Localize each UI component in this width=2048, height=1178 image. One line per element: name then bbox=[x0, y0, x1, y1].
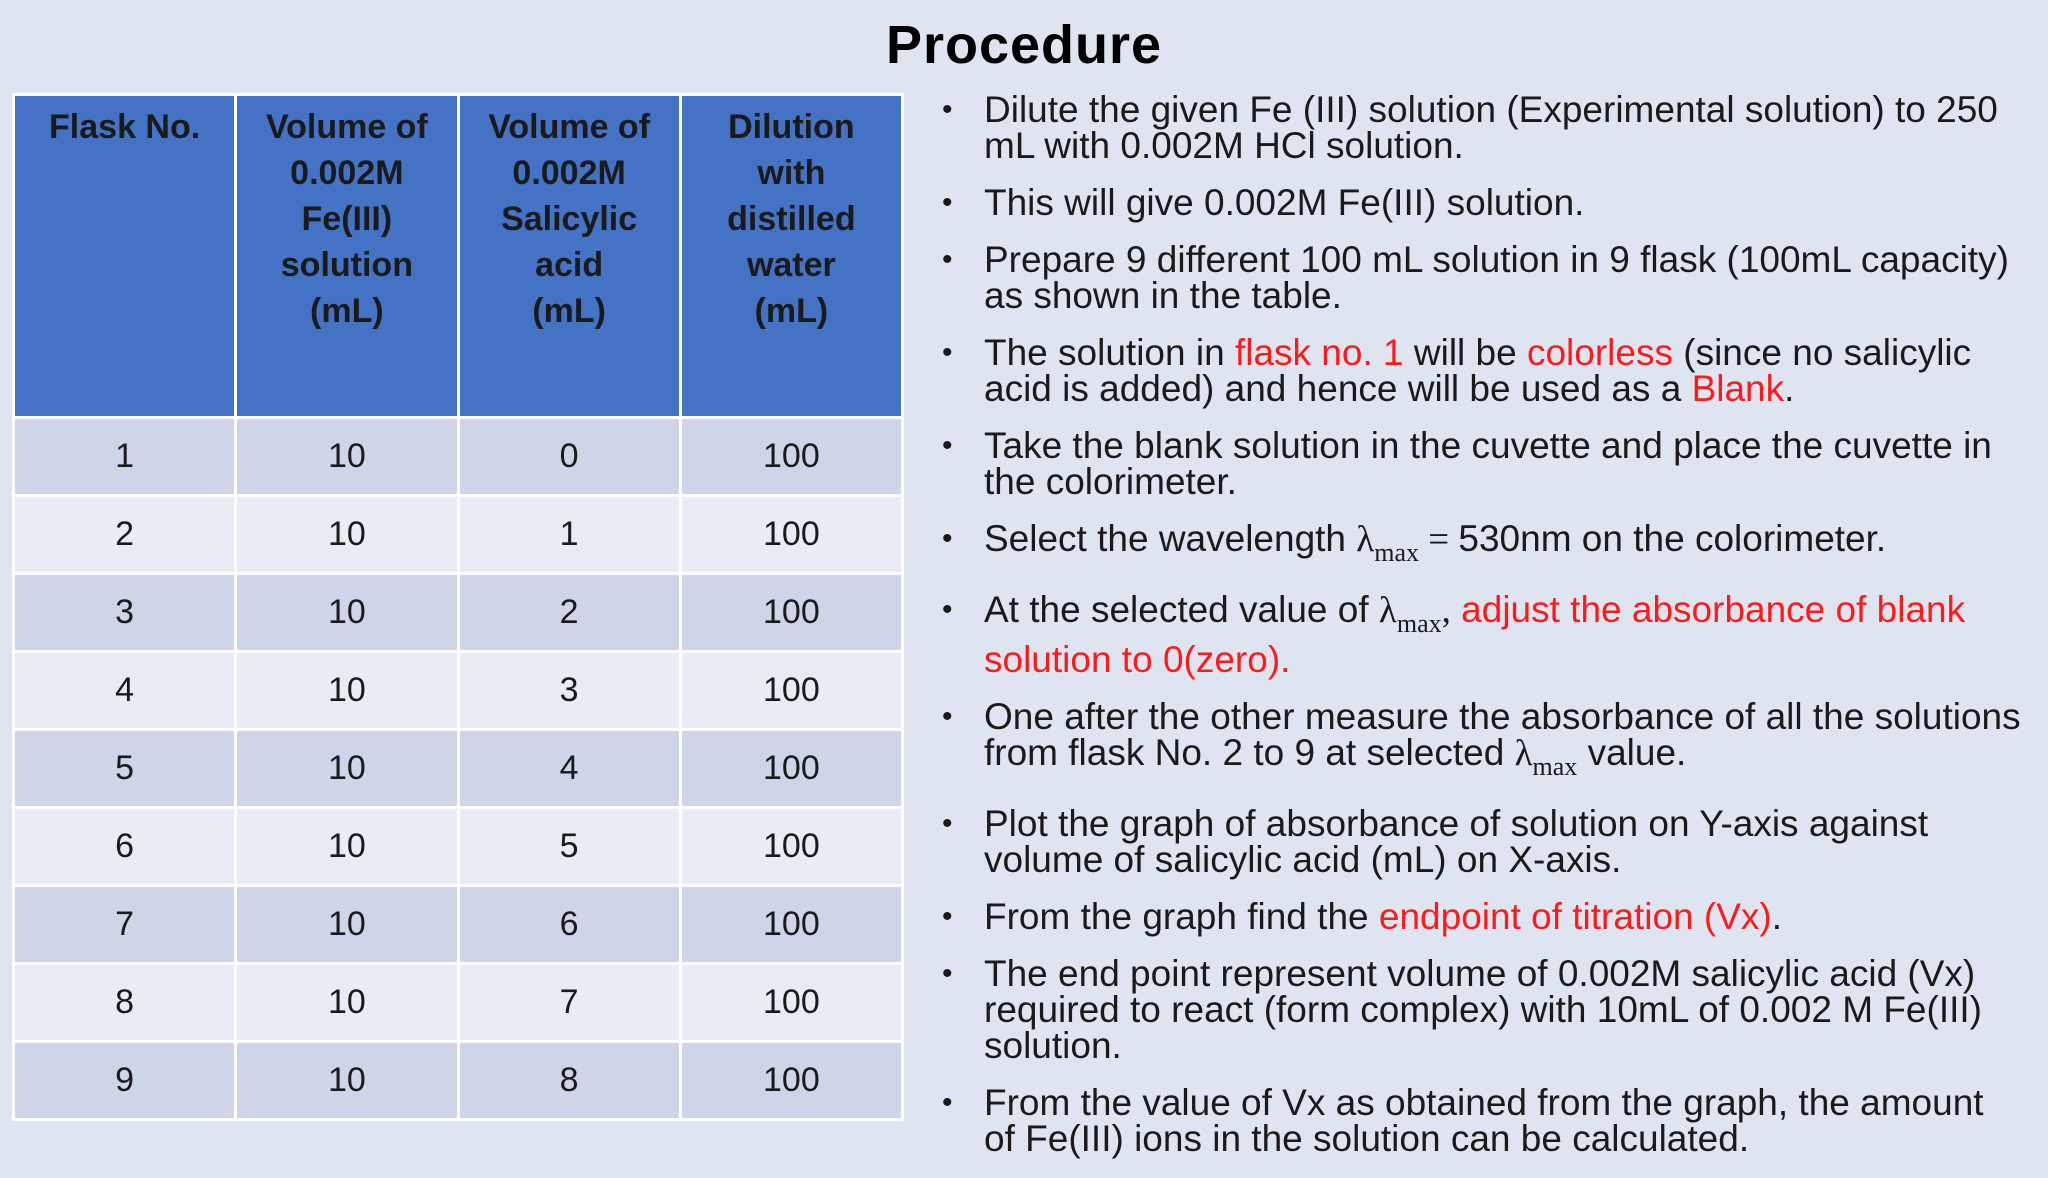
highlight-colorless: colorless bbox=[1526, 332, 1673, 373]
table-cell: 100 bbox=[680, 418, 902, 496]
table-row bbox=[14, 886, 903, 964]
table-cell: 1 bbox=[14, 418, 236, 496]
table-row bbox=[14, 1042, 903, 1120]
table-cell: 8 bbox=[14, 964, 236, 1042]
table-cell: 2 bbox=[14, 496, 236, 574]
table-cell: 10 bbox=[236, 652, 458, 730]
table-cell: 10 bbox=[236, 496, 458, 574]
table-cell: 10 bbox=[236, 418, 458, 496]
table-cell: 3 bbox=[14, 574, 236, 652]
table-cell: 1 bbox=[458, 496, 680, 574]
lambda-symbol: λ bbox=[1378, 590, 1397, 631]
table-cell: 100 bbox=[680, 964, 902, 1042]
procedure-step: • Select the wavelength $\lambda_{max} = 530nm$ on the colorimeter. bbox=[942, 521, 2022, 571]
header-fe-volume: Volume of 0.002M Fe(III) solution (mL) bbox=[236, 95, 458, 418]
table-cell: 2 bbox=[458, 574, 680, 652]
table-cell: 10 bbox=[236, 808, 458, 886]
highlight-adjust-absorbance: adjust the absorbance of blank solution to 0(zero). bbox=[984, 589, 1966, 680]
table-row bbox=[14, 574, 903, 652]
table-cell: 3 bbox=[458, 652, 680, 730]
procedure-step: • Dilute the given Fe (III) solution (Experimental solution) to 250 mL with 0.002M HCl solution. bbox=[942, 92, 2022, 164]
table-cell: 100 bbox=[680, 496, 902, 574]
procedure-step: • From the value of Vx as obtained from the graph, the amount of Fe(III) ions in the solution can be calculated. bbox=[942, 1085, 2022, 1157]
procedure-step: • Prepare 9 different 100 mL solution in 9 flask (100mL capacity) as shown in the table. bbox=[942, 242, 2022, 314]
table-cell: 100 bbox=[680, 730, 902, 808]
table-cell: 10 bbox=[236, 964, 458, 1042]
procedure-step: • The end point represent volume of 0.002M salicylic acid (Vx) required to react (form complex) with 10mL of 0.002 M Fe(III) solution. bbox=[942, 956, 2022, 1064]
table-cell: 5 bbox=[14, 730, 236, 808]
table-row bbox=[14, 808, 903, 886]
table-cell: 100 bbox=[680, 808, 902, 886]
table-row bbox=[14, 730, 903, 808]
header-dilution: Dilution with distilled water (mL) bbox=[680, 95, 902, 418]
lambda-subscript: max bbox=[1532, 752, 1578, 781]
table-cell: 100 bbox=[680, 574, 902, 652]
procedure-step: • The solution in flask no. 1 will be colorless (since no salicylic acid is added) and hence will be used as a Blank. bbox=[942, 335, 2022, 407]
lambda-symbol: λ bbox=[1356, 519, 1375, 560]
table-cell: 9 bbox=[14, 1042, 236, 1120]
lambda-subscript: max bbox=[1396, 609, 1442, 638]
table-row bbox=[14, 418, 903, 496]
highlight-endpoint: endpoint of titration (Vx) bbox=[1378, 896, 1772, 937]
table-cell: 4 bbox=[458, 730, 680, 808]
table-cell: 100 bbox=[680, 652, 902, 730]
highlight-blank: Blank bbox=[1691, 368, 1785, 409]
table-cell: 6 bbox=[458, 886, 680, 964]
procedure-step: • Plot the graph of absorbance of solution on Y-axis against volume of salicylic acid (mL) on X-axis. bbox=[942, 806, 2022, 878]
header-salicylic-volume: Volume of 0.002M Salicylic acid (mL) bbox=[458, 95, 680, 418]
lambda-subscript: max bbox=[1374, 538, 1420, 567]
procedure-list bbox=[942, 89, 2022, 1178]
table-cell: 0 bbox=[458, 418, 680, 496]
lambda-symbol: λ bbox=[1514, 733, 1533, 774]
procedure-step: • At the selected value of $\lambda_{max}$, adjust the absorbance of blank solution to 0(zero). bbox=[942, 592, 2022, 678]
header-flask-no: Flask No. bbox=[14, 95, 236, 418]
table-row bbox=[14, 964, 903, 1042]
table-cell: 7 bbox=[458, 964, 680, 1042]
table-cell: 5 bbox=[458, 808, 680, 886]
page-title: Procedure bbox=[885, 15, 1163, 75]
procedure-step: • One after the other measure the absorbance of all the solutions from flask No. 2 to 9 at selected $\lambda_{max}$ value. bbox=[942, 699, 2022, 785]
table-cell: 6 bbox=[14, 808, 236, 886]
procedure-step: • This will give 0.002M Fe(III) solution. bbox=[942, 185, 2022, 221]
table-cell: 4 bbox=[14, 652, 236, 730]
table-cell: 100 bbox=[680, 886, 902, 964]
flask-table bbox=[12, 93, 904, 1121]
table-cell: 7 bbox=[14, 886, 236, 964]
highlight-flask-no-1: flask no. 1 bbox=[1234, 332, 1404, 373]
table-cell: 10 bbox=[236, 574, 458, 652]
table-cell: 100 bbox=[680, 1042, 902, 1120]
procedure-step: • Take the blank solution in the cuvette and place the cuvette in the colorimeter. bbox=[942, 428, 2022, 500]
table-cell: 10 bbox=[236, 1042, 458, 1120]
table-row bbox=[14, 652, 903, 730]
table-cell: 10 bbox=[236, 730, 458, 808]
table-header-row bbox=[14, 95, 903, 418]
table-row bbox=[14, 496, 903, 574]
procedure-step: • From the graph find the endpoint of titration (Vx). bbox=[942, 899, 2022, 935]
table-cell: 10 bbox=[236, 886, 458, 964]
table-cell: 8 bbox=[458, 1042, 680, 1120]
